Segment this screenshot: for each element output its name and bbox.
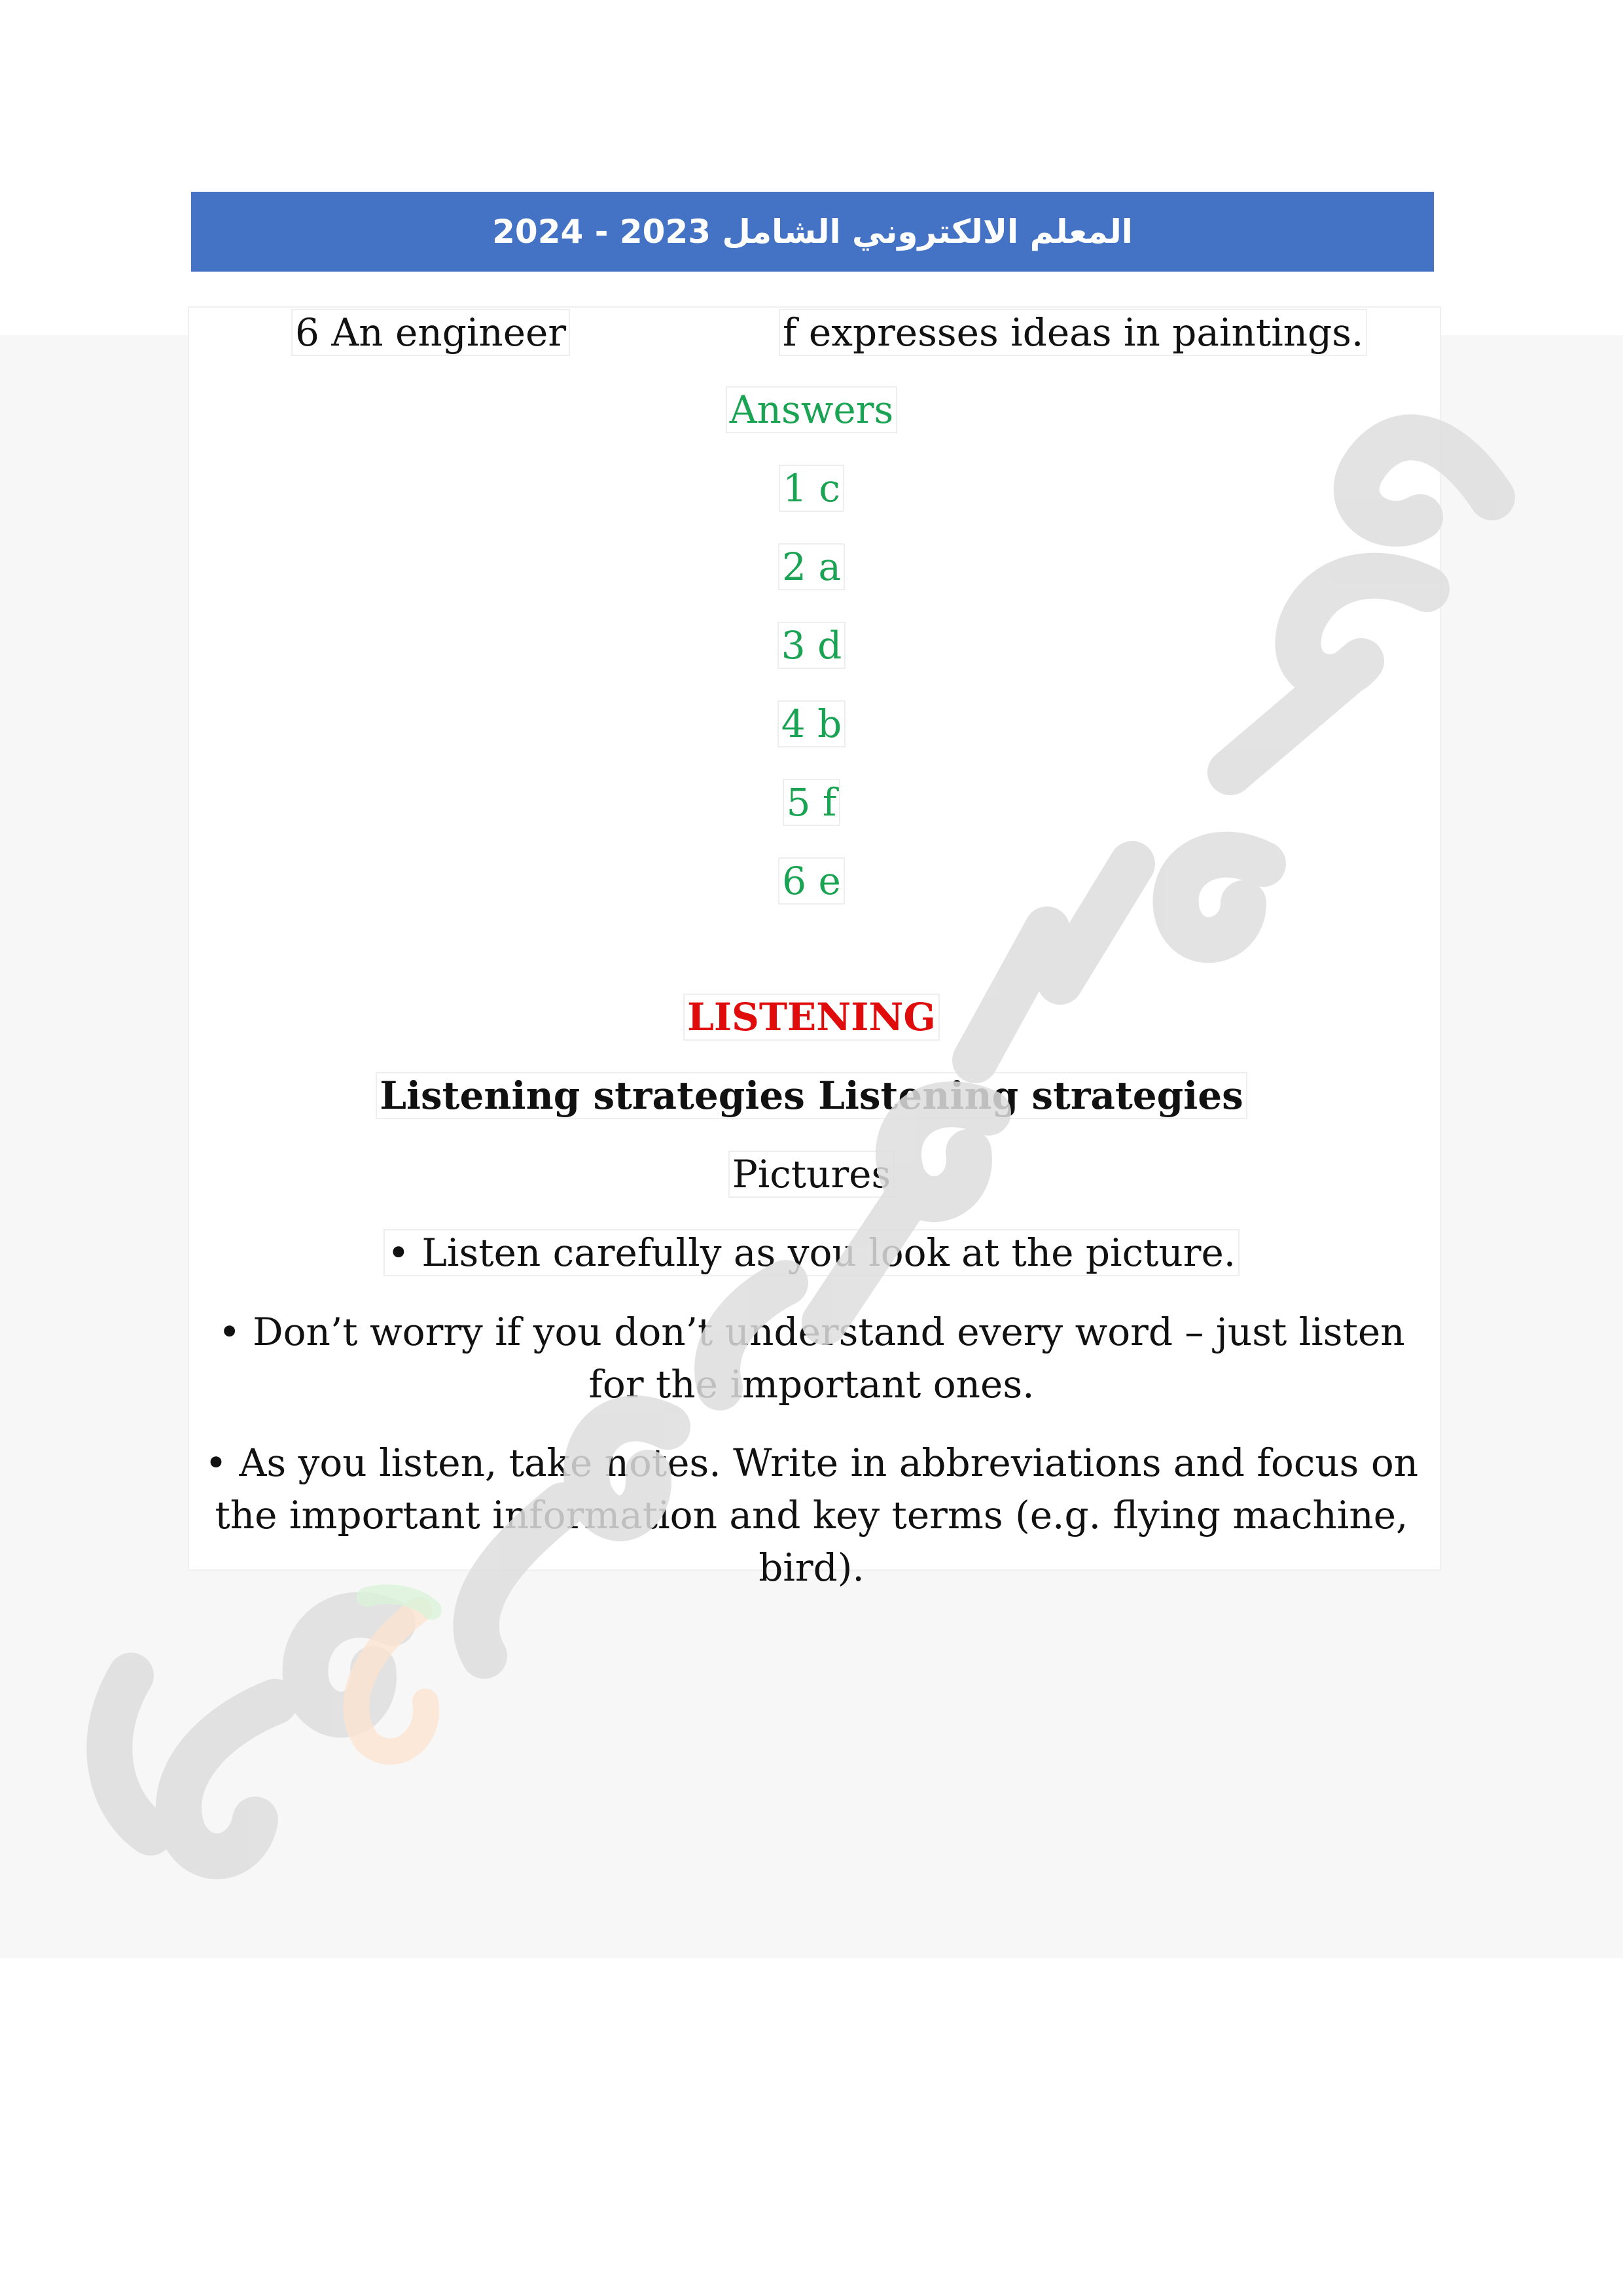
matching-item-left: 6 An engineer <box>291 309 570 356</box>
strategy-bullet: • Don’t worry if you don’t understand every word – just listen for the important ones. <box>218 1310 1405 1407</box>
answer-line <box>0 780 1623 825</box>
answer-item: 1 c <box>779 465 844 512</box>
answer-line <box>0 702 1623 746</box>
answers-heading: Answers <box>726 386 897 433</box>
strategies-heading: Listening strategies Listening strategies <box>376 1072 1247 1119</box>
matching-item-right: f expresses ideas in paintings. <box>779 309 1367 356</box>
answer-item: 3 d <box>777 622 846 669</box>
answer-line <box>0 466 1623 511</box>
answer-line <box>0 545 1623 589</box>
answer-item: 2 a <box>778 543 845 590</box>
strategies-heading-line <box>0 1073 1623 1118</box>
answers-heading-line <box>0 387 1623 432</box>
pictures-subheading: Pictures <box>728 1151 895 1198</box>
strategy-bullet: • As you listen, take notes. Write in abbreviations and focus on the important information and key terms (e.g. flying machine, bird). <box>204 1441 1419 1590</box>
listening-title-line <box>0 995 1623 1039</box>
listening-section-title: LISTENING <box>683 994 940 1041</box>
answer-item: 4 b <box>777 700 846 747</box>
answer-line <box>0 859 1623 903</box>
strategy-bullet: • Listen carefully as you look at the picture. <box>383 1229 1240 1276</box>
answer-item: 5 f <box>783 779 841 826</box>
answer-item: 6 e <box>778 857 845 905</box>
answer-line <box>0 623 1623 668</box>
bullet-line <box>0 1230 1623 1275</box>
pictures-subheading-line <box>0 1152 1623 1196</box>
header-banner <box>191 192 1434 272</box>
header-title: المعلم الالكتروني الشامل 2023 - 2024 <box>492 213 1133 251</box>
